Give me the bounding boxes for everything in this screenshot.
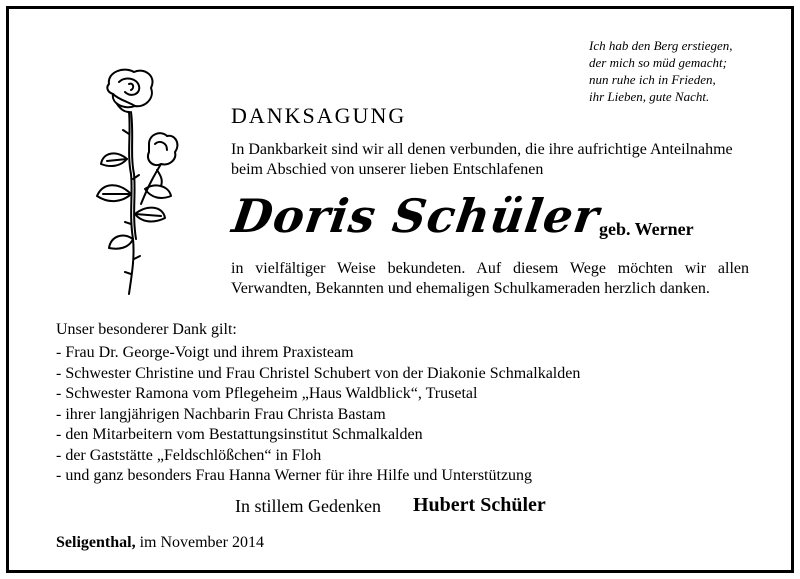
footer-place-date xyxy=(56,534,264,552)
list-item: - Frau Dr. George-Voigt und ihrem Praxisteam xyxy=(56,344,354,361)
continuation-line: Verwandten, Bekannten und ehemaligen Schulkameraden herzlich danken. xyxy=(231,280,710,297)
thanks-intro: Unser besonderer Dank gilt: xyxy=(56,321,237,338)
list-item: - der Gaststätte „Feldschlößchen“ in Floh xyxy=(56,446,322,464)
closing-text: In stillem Gedenken xyxy=(235,496,381,516)
poem-line: der mich so müd gemacht; xyxy=(589,55,727,70)
thanks-list xyxy=(56,343,580,487)
intro-line: beim Abschied von unserer lieben Entschlafenen xyxy=(231,161,544,178)
footer-date: im November 2014 xyxy=(139,534,264,551)
poem-line: nun ruhe ich in Frieden, xyxy=(589,72,716,87)
continuation-text xyxy=(231,259,749,299)
intro-text xyxy=(231,140,733,180)
list-item: - und ganz besonders Frau Hanna Werner für ihre Hilfe und Unterstützung xyxy=(56,467,533,484)
list-item: - den Mitarbeitern vom Bestattungsinstitut Schmalkalden xyxy=(56,426,423,443)
continuation-line: in vielfältiger Weise bekundeten. Auf diesem Wege möchten wir allen xyxy=(231,260,749,277)
signer-name: Hubert Schüler xyxy=(413,494,546,516)
obituary-card xyxy=(6,6,794,573)
rose-icon xyxy=(79,64,189,299)
page-title: DANKSAGUNG xyxy=(231,103,407,128)
list-item: - Schwester Ramona vom Pflegeheim „Haus Waldblick“, Trusetal xyxy=(56,385,478,402)
poem-line: Ich hab den Berg erstiegen, xyxy=(589,38,733,53)
deceased-name: Doris Schüler xyxy=(229,189,603,243)
list-item: - Schwester Christine und Frau Christel Schubert von der Diakonie Schmalkalden xyxy=(56,364,581,382)
poem xyxy=(589,37,733,105)
intro-line: In Dankbarkeit sind wir all denen verbunden, die ihre aufrichtige Anteilnahme xyxy=(231,141,733,158)
poem-line: ihr Lieben, gute Nacht. xyxy=(589,89,710,104)
birth-name: geb. Werner xyxy=(599,219,694,239)
list-item: - ihrer langjährigen Nachbarin Frau Christa Bastam xyxy=(56,405,386,423)
footer-place: Seligenthal, xyxy=(56,534,136,551)
